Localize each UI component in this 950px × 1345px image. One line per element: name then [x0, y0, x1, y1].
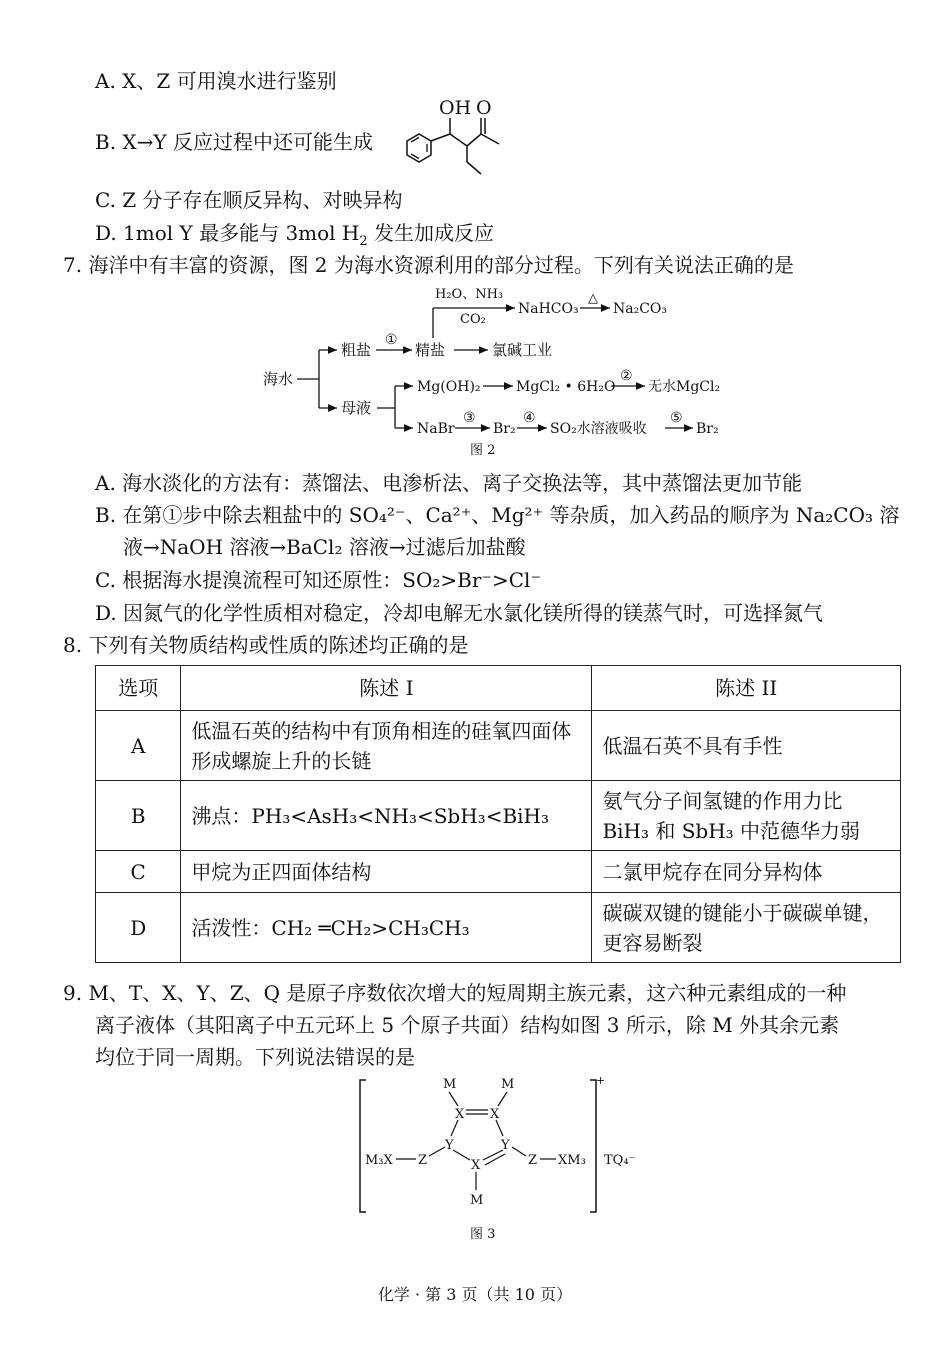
svg-text:NaHCO₃: NaHCO₃: [518, 301, 579, 317]
svg-text:Br₂: Br₂: [493, 421, 516, 437]
svg-text:母液: 母液: [341, 399, 372, 417]
svg-text:H₂O、NH₃: H₂O、NH₃: [435, 287, 504, 302]
svg-text:③: ③: [463, 410, 476, 426]
svg-text:④: ④: [523, 410, 536, 426]
svg-text:CO₂: CO₂: [460, 312, 486, 327]
q6-option-a: A. X、Z 可用溴水进行鉴别: [95, 69, 337, 93]
svg-text:△: △: [588, 291, 598, 306]
svg-text:Z: Z: [528, 1153, 538, 1168]
row-statement-1: 低温石英的结构中有顶角相连的硅氧四面体形成螺旋上升的长链: [181, 711, 592, 781]
svg-text:图 3: 图 3: [470, 1227, 496, 1242]
q6-structure: [395, 94, 510, 184]
header-statement-1: 陈述 I: [181, 666, 592, 711]
svg-text:氯碱工业: 氯碱工业: [492, 341, 553, 359]
row-option: A: [96, 711, 181, 781]
svg-text:X: X: [455, 1107, 465, 1122]
q7-option-b-line1: B. 在第①步中除去粗盐中的 SO₄²⁻、Ca²⁺、Mg²⁺ 等杂质，加入药品的顺序为 Na₂CO₃ 溶: [95, 503, 900, 527]
q6-option-c: C. Z 分子存在顺反异构、对映异构: [95, 188, 403, 212]
table-row: [96, 711, 901, 781]
oh-label: OH: [439, 97, 472, 119]
row-option: D: [96, 893, 181, 963]
row-statement-2: 碳碳双键的键能小于碳碳单键，更容易断裂: [592, 893, 901, 963]
svg-text:⑤: ⑤: [670, 410, 683, 426]
svg-text:Br₂: Br₂: [696, 421, 719, 437]
svg-text:M: M: [443, 1077, 457, 1092]
svg-text:SO₂水溶液吸收: SO₂水溶液吸收: [550, 421, 647, 437]
svg-text:①: ①: [385, 332, 398, 348]
header-statement-2: 陈述 II: [592, 666, 901, 711]
svg-text:图 2: 图 2: [470, 443, 496, 458]
svg-text:海水: 海水: [263, 370, 294, 388]
q9-stem-line2: 离子液体（其阳离子中五元环上 5 个原子共面）结构如图 3 所示，除 M 外其余元素: [95, 1013, 840, 1037]
row-statement-1: 甲烷为正四面体结构: [181, 851, 592, 893]
svg-text:粗盐: 粗盐: [341, 341, 372, 359]
svg-text:Z: Z: [418, 1153, 428, 1168]
svg-text:Na₂CO₃: Na₂CO₃: [613, 301, 668, 317]
row-statement-1: 活泼性：CH₂ ═CH₂>CH₃CH₃: [181, 893, 592, 963]
svg-text:X: X: [471, 1158, 481, 1173]
table-row: [96, 851, 901, 893]
row-option: C: [96, 851, 181, 893]
o-label: O: [476, 97, 492, 119]
row-statement-2: 低温石英不具有手性: [592, 711, 901, 781]
q7-option-c: C. 根据海水提溴流程可知还原性：SO₂>Br⁻>Cl⁻: [95, 568, 542, 592]
svg-text:XM₃: XM₃: [558, 1153, 586, 1168]
svg-text:X: X: [490, 1107, 500, 1122]
svg-text:MgCl₂ • 6H₂O: MgCl₂ • 6H₂O: [516, 379, 616, 395]
q6-option-b: B. X→Y 反应过程中还可能生成: [95, 130, 373, 154]
row-statement-2: 氨气分子间氢键的作用力比 BiH₃ 和 SbH₃ 中范德华力弱: [592, 781, 901, 851]
svg-text:无水MgCl₂: 无水MgCl₂: [648, 379, 721, 395]
svg-text:NaBr: NaBr: [417, 421, 455, 437]
svg-text:M: M: [470, 1193, 484, 1208]
q9-stem-line1: 9. M、T、X、Y、Z、Q 是原子序数依次增大的短周期主族元素，这六种元素组成的一种: [63, 981, 847, 1005]
q7-stem: 7. 海洋中有丰富的资源，图 2 为海水资源利用的部分过程。下列有关说法正确的是: [63, 253, 794, 277]
svg-text:Y: Y: [501, 1138, 510, 1153]
svg-text:TQ₄⁻: TQ₄⁻: [604, 1153, 636, 1168]
row-option: B: [96, 781, 181, 851]
q9-stem-line3: 均位于同一周期。下列说法错误的是: [95, 1045, 415, 1069]
table-header-row: [96, 666, 901, 711]
svg-text:+: +: [596, 1074, 606, 1087]
svg-text:精盐: 精盐: [415, 341, 446, 359]
svg-text:Y: Y: [445, 1138, 454, 1153]
table-row: [96, 781, 901, 851]
figure-2-flowchart: [255, 280, 735, 460]
svg-text:②: ②: [620, 368, 633, 384]
row-statement-1: 沸点：PH₃<AsH₃<NH₃<SbH₃<BiH₃: [181, 781, 592, 851]
table-row: [96, 893, 901, 963]
svg-text:Mg(OH)₂: Mg(OH)₂: [417, 379, 481, 395]
q8-stem: 8. 下列有关物质结构或性质的陈述均正确的是: [63, 633, 469, 657]
q8-options-table: [95, 665, 901, 963]
header-option: 选项: [96, 666, 181, 711]
svg-text:M: M: [501, 1077, 515, 1092]
q7-option-d: D. 因氮气的化学性质相对稳定，冷却电解无水氯化镁所得的镁蒸气时，可选择氮气: [95, 601, 824, 625]
q7-option-b-line2: 液→NaOH 溶液→BaCl₂ 溶液→过滤后加盐酸: [123, 535, 526, 559]
figure-3-structure: [350, 1070, 650, 1245]
page-footer: 化学 · 第 3 页（共 10 页）: [377, 1285, 573, 1304]
svg-text:M₃X: M₃X: [365, 1153, 393, 1168]
q7-option-a: A. 海水淡化的方法有：蒸馏法、电渗析法、离子交换法等，其中蒸馏法更加节能: [95, 471, 803, 495]
q6-option-d: D. 1mol Y 最多能与 3mol $H_2$ 发生加成反应: [95, 221, 495, 249]
row-statement-2: 二氯甲烷存在同分异构体: [592, 851, 901, 893]
